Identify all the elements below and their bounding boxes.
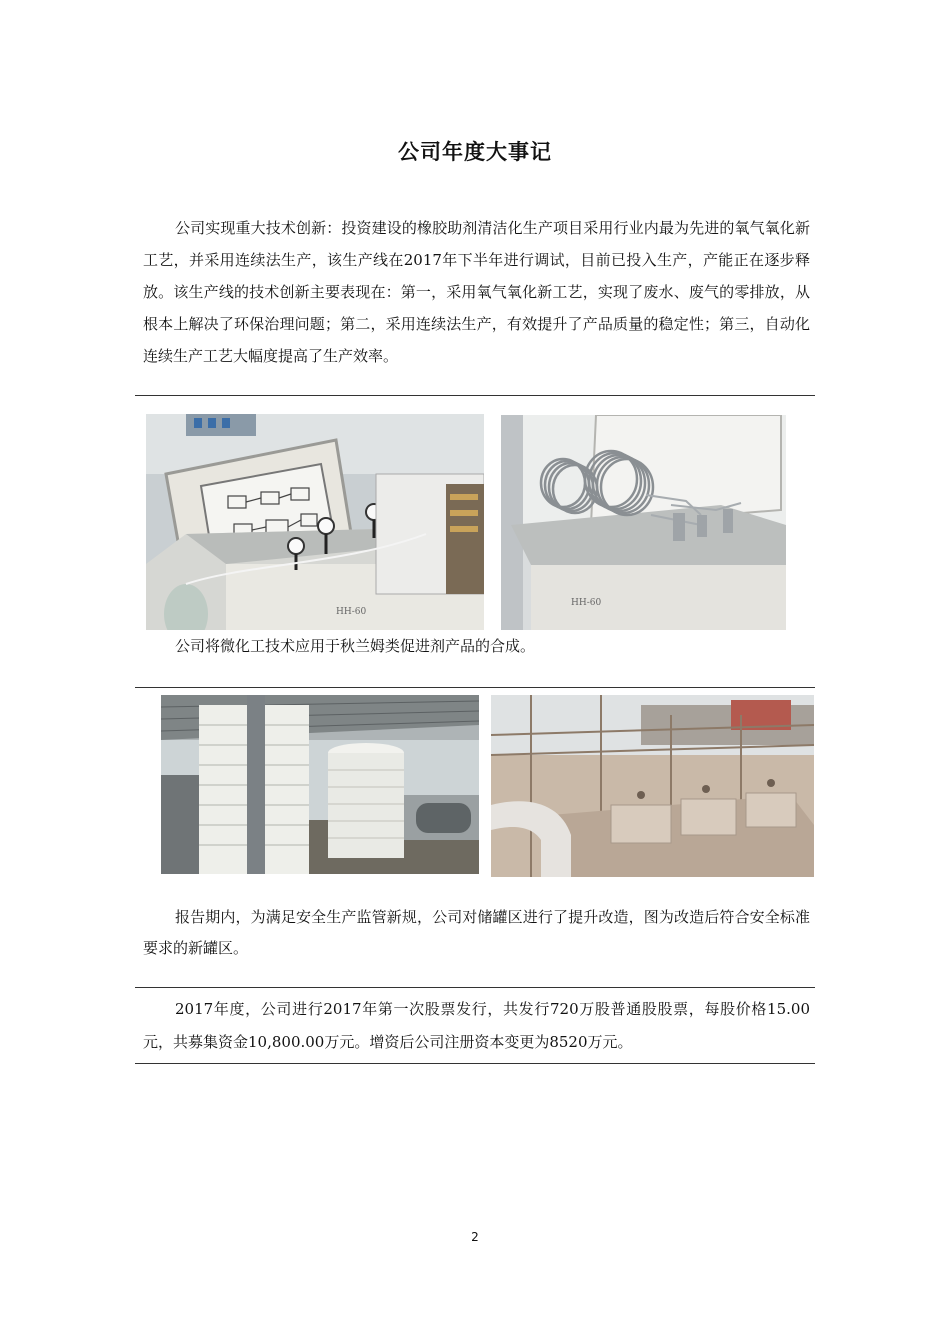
paragraph-tank-upgrade: 报告期内，为满足安全生产监管新规，公司对储罐区进行了提升改造，图为改造后符合安全标准要求的新罐区。 (143, 908, 810, 957)
paragraph-share-issuance: 2017年度，公司进行2017年第一次股票发行，共发行720万股普通股股票，每股价格15.00元，共募集资金10,800.00万元。增资后公司注册资本变更为8520万元。 (143, 1000, 810, 1051)
photo-microreactor-coils (501, 415, 786, 630)
photo-tank-area (491, 695, 814, 877)
page-title: 公司年度大事记 (398, 140, 552, 164)
photo-microreactor-control (146, 414, 484, 630)
page-number: 2 (471, 1230, 479, 1244)
divider (135, 395, 815, 396)
divider (135, 687, 815, 688)
divider (135, 1063, 815, 1064)
divider (135, 987, 815, 988)
svg-text:HH-60: HH-60 (336, 607, 367, 617)
photo-storage-tanks (161, 695, 479, 874)
caption-microchem: 公司将微化工技术应用于秋兰姆类促进剂产品的合成。 (175, 637, 536, 655)
paragraph-tech-innovation: 公司实现重大技术创新：投资建设的橡胶助剂清洁化生产项目采用行业内最为先进的氧气氧化新工艺，并采用连续法生产，该生产线在2017年下半年进行调试，目前已投入生产，产能正在逐步释放。该生产线的技术创新主要表现在：第一，采用氧气氧化新工艺，实现了废水、废气的零排放，从根本上解决了环保治理问题；第二，采用连续法生产，有效提升了产品质量的稳定性；第三，自动化连续生产工艺大幅度提高了生产效率。 (143, 219, 810, 365)
svg-text:HH-60: HH-60 (571, 598, 602, 608)
